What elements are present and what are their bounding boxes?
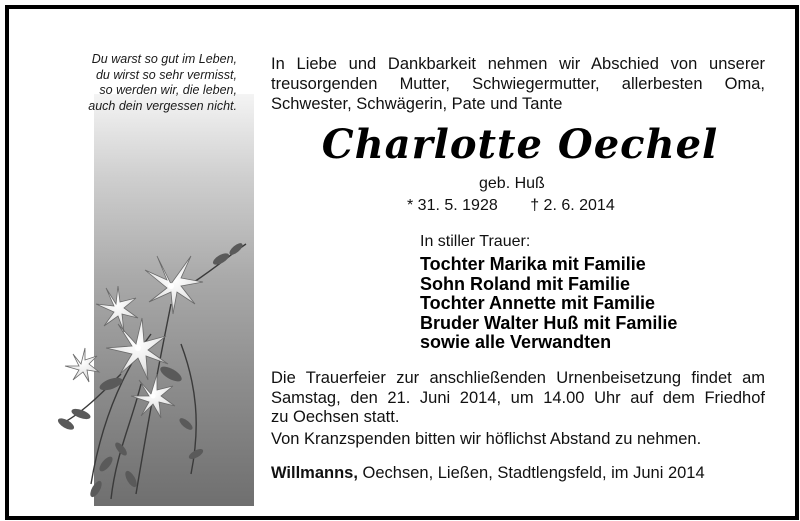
signoff-family: Willmanns, <box>271 464 358 482</box>
poem-line: Du warst so gut im Leben, <box>91 52 237 66</box>
wreath-note: Von Kranzspenden bitten wir höflichst Abstand zu nehmen. <box>271 430 702 448</box>
service-line: Die Trauerfeier zur anschließenden Urnenbeisetzung findet am <box>271 369 765 387</box>
deceased-name: Charlotte Oechel <box>321 121 719 168</box>
memorial-poem <box>47 52 237 114</box>
poem-line: du wirst so sehr vermisst, <box>95 67 237 82</box>
mourner-entry: Tochter Annette mit Familie <box>420 293 656 314</box>
obituary-frame <box>5 5 799 520</box>
life-dates <box>407 197 615 215</box>
mourner-entry: Bruder Walter Huß mit Familie <box>420 312 678 333</box>
funeral-service-info <box>271 369 765 428</box>
mourner-entry: sowie alle Verwandten <box>420 332 612 353</box>
service-line: zu Oechsen statt. <box>271 408 400 426</box>
intro-line: Schwester, Schwägerin, Pate und Tante <box>271 95 563 113</box>
poem-line: so werden wir, die leben, <box>99 83 237 97</box>
farewell-intro <box>271 54 765 114</box>
death-date: † 2. 6. 2014 <box>530 197 615 214</box>
mourning-label: In stiller Trauer: <box>420 233 531 250</box>
service-line: Samstag, den 21. Juni 2014, um 14.00 Uhr auf dem Friedhof <box>271 388 765 407</box>
signoff <box>271 464 705 483</box>
intro-line: In Liebe und Dankbarkeit nehmen wir Abschied von unserer <box>271 55 765 73</box>
signoff-places: Oechsen, Ließen, Stadtlengsfeld, im Juni 2014 <box>357 464 705 482</box>
maiden-name: geb. Huß <box>479 175 545 192</box>
poem-line: auch dein vergessen nicht. <box>88 98 237 113</box>
intro-line: treusorgenden Mutter, Schwiegermutter, allerbesten Oma, <box>271 75 765 93</box>
mourner-entry: Tochter Marika mit Familie <box>420 254 646 274</box>
flower-bouquet-illustration <box>21 224 251 504</box>
birth-date: * 31. 5. 1928 <box>407 197 498 214</box>
mourner-entry: Sohn Roland mit Familie <box>420 273 631 294</box>
mourners-list <box>420 255 677 353</box>
